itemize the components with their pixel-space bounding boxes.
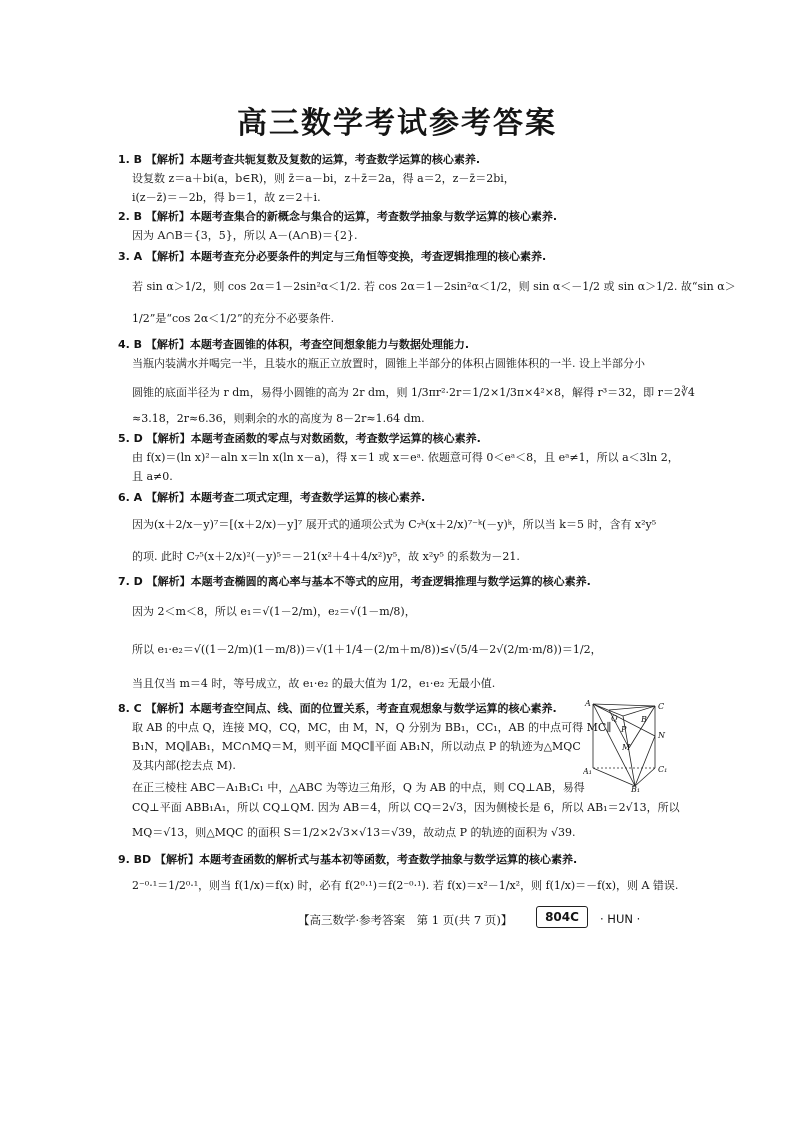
figure-label-c1: C₁	[658, 765, 668, 774]
solution-line: B₁N，MQ∥AB₁，MC∩MQ＝M，则平面 MQC∥平面 AB₁N，所以动点 P 的轨迹为△MQC	[132, 740, 581, 753]
solution-line: 当且仅当 m＝4 时，等号成立，故 e₁·e₂ 的最大值为 1/2，e₁·e₂ 无最小值.	[132, 677, 496, 690]
solution-line: 取 AB 的中点 Q，连接 MQ，CQ，MC，由 M，N，Q 分别为 BB₁，CC₁，AB 的中点可得 MC∥	[132, 721, 612, 734]
solution-line: 由 f(x)＝(ln x)²－aln x＝ln x(ln x－a)，得 x＝1 或 x＝eᵃ. 依题意可得 0＜eᵃ＜8，且 eᵃ≠1，所以 a＜3ln 2，	[132, 451, 679, 464]
footer-page-info: 【高三数学·参考答案 第 1 页(共 7 页)】	[298, 913, 513, 927]
solution-line: 当瓶内装满水并喝完一半，且装水的瓶正立放置时，圆锥上半部分的体积占圆锥体积的一半. 设上半部分小	[132, 357, 645, 370]
figure-label-n: N	[658, 731, 665, 740]
exam-code: 804C	[536, 906, 588, 928]
figure-label-b: B	[641, 715, 647, 724]
figure-label-a: A	[585, 700, 591, 708]
solution-line: 1/2”是“cos 2α＜1/2”的充分不必要条件.	[132, 312, 335, 325]
question-header: 5. D 【解析】本题考查函数的零点与对数函数，考查数学运算的核心素养.	[118, 432, 481, 445]
prism-figure	[583, 700, 673, 792]
solution-line: 若 sin α＞1/2，则 cos 2α＝1－2sin²α＜1/2. 若 cos 2α＝1－2sin²α＜1/2，则 sin α＜－1/2 或 sin α＞1/2. 故“sin α＞	[132, 280, 736, 293]
question-header: 9. BD 【解析】本题考查函数的解析式与基本初等函数，考查数学抽象与数学运算的核心素养.	[118, 853, 578, 866]
solution-line: 及其内部(挖去点 M).	[132, 759, 236, 772]
page-title: 高三数学考试参考答案	[237, 106, 557, 141]
figure-label-c: C	[658, 702, 665, 711]
question-header: 3. A 【解析】本题考查充分必要条件的判定与三角恒等变换，考查逻辑推理的核心素养.	[118, 250, 547, 263]
question-header: 2. B 【解析】本题考查集合的新概念与集合的运算，考查数学抽象与数学运算的核心素养.	[118, 210, 558, 223]
solution-line: ≈3.18，2r≈6.36，则剩余的水的高度为 8－2r≈1.64 dm.	[132, 412, 425, 425]
solution-line: 因为 A∩B＝{3，5}，所以 A－(A∩B)＝{2}.	[132, 229, 358, 242]
question-header: 6. A 【解析】本题考查二项式定理，考查数学运算的核心素养.	[118, 491, 426, 504]
solution-line: 且 a≠0.	[132, 470, 173, 483]
question-header: 8. C 【解析】本题考查空间点、线、面的位置关系，考查直观想象与数学运算的核心素养.	[118, 702, 557, 715]
solution-line: 因为 2＜m＜8，所以 e₁＝√(1－2/m)，e₂＝√(1－m/8)，	[132, 605, 416, 618]
figure-label-b1: B₁	[631, 785, 641, 792]
solution-line: 所以 e₁·e₂＝√((1－2/m)(1－m/8))＝√(1＋1/4－(2/m＋m/8))≤√(5/4－2√(2/m·m/8))＝1/2，	[132, 643, 602, 656]
figure-label-a1: A₁	[583, 767, 592, 776]
solution-line: 因为(x＋2/x－y)⁷＝[(x＋2/x)－y]⁷ 展开式的通项公式为 C₇ᵏ(x＋2/x)⁷⁻ᵏ(－y)ᵏ，所以当 k＝5 时，含有 x²y⁵	[132, 518, 657, 531]
figure-label-p: P	[621, 725, 627, 734]
solution-line: 的项. 此时 C₇⁵(x＋2/x)²(－y)⁵＝－21(x²＋4＋4/x²)y⁵，故 x²y⁵ 的系数为－21.	[132, 550, 520, 563]
question-header: 1. B 【解析】本题考查共轭复数及复数的运算，考查数学运算的核心素养.	[118, 153, 481, 166]
question-header: 7. D 【解析】本题考查椭圆的离心率与基本不等式的应用，考查逻辑推理与数学运算的核心素养.	[118, 575, 591, 588]
solution-line: 设复数 z＝a＋bi(a，b∈R)，则 z̄＝a－bi，z＋z̄＝2a，得 a＝2，z－z̄＝2bi，	[132, 172, 515, 185]
solution-line: 在正三棱柱 ABC－A₁B₁C₁ 中，△ABC 为等边三角形，Q 为 AB 的中点，则 CQ⊥AB，易得	[132, 781, 585, 794]
region-tag: · HUN ·	[600, 912, 641, 926]
solution-line: 2⁻⁰·¹＝1/2⁰·¹，则当 f(1/x)＝f(x) 时，必有 f(2⁰·¹)＝f(2⁻⁰·¹). 若 f(x)＝x²－1/x²，则 f(1/x)＝－f(x)，则 A 错误.	[132, 879, 679, 892]
solution-line: CQ⊥平面 ABB₁A₁，所以 CQ⊥QM. 因为 AB＝4，所以 CQ＝2√3，因为侧棱长是 6，所以 AB₁＝2√13，所以	[132, 801, 680, 814]
figure-label-m: M	[622, 743, 631, 752]
solution-line: 圆锥的底面半径为 r dm，易得小圆锥的高为 2r dm，则 1/3πr²·2r＝1/2×1/3π×4²×8，解得 r³＝32，即 r＝2∛4	[132, 386, 695, 399]
figure-label-q: Q	[611, 714, 618, 723]
solution-line: MQ＝√13，则△MQC 的面积 S＝1/2×2√3×√13＝√39，故动点 P 的轨迹的面积为 √39.	[132, 826, 576, 839]
question-header: 4. B 【解析】本题考查圆锥的体积，考查空间想象能力与数据处理能力.	[118, 338, 470, 351]
solution-line: i(z－z̄)＝－2b，得 b＝1，故 z＝2＋i.	[132, 191, 321, 204]
